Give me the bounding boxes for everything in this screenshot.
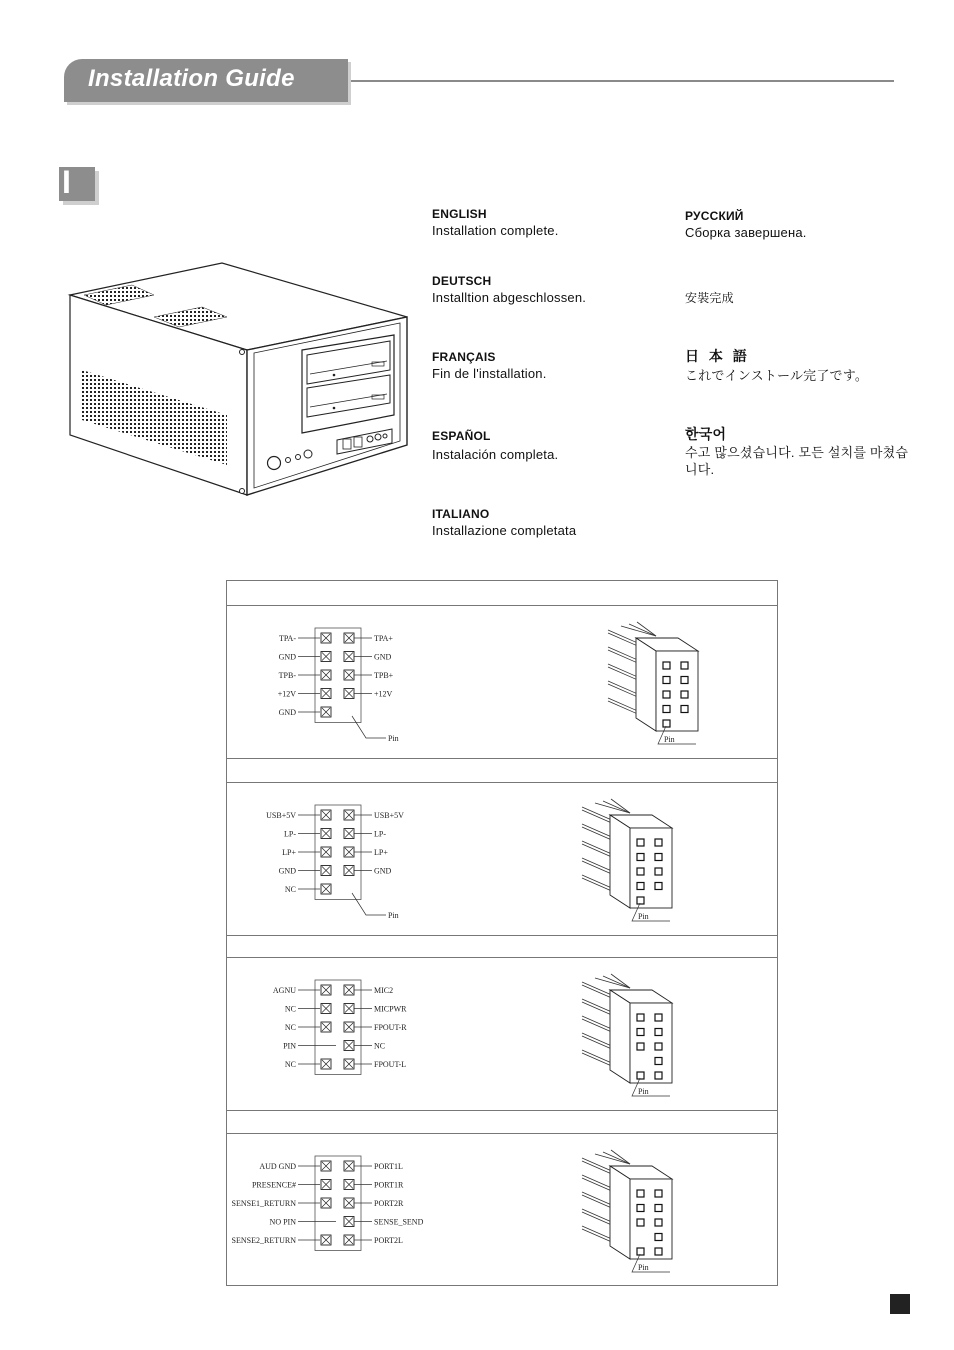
pin-label-left: AGNU bbox=[272, 986, 296, 995]
connector-illustration bbox=[582, 1150, 672, 1272]
pin-label-right: TPB+ bbox=[374, 671, 394, 680]
pin-label-right: MIC2 bbox=[374, 986, 394, 995]
connector-pin-label: Pin bbox=[638, 912, 649, 921]
pin-label-right: PORT1R bbox=[374, 1180, 404, 1190]
computer-case-illustration bbox=[62, 255, 412, 505]
table-divider bbox=[226, 1110, 778, 1111]
pin-label-right: PORT2R bbox=[374, 1199, 404, 1208]
lang-spanish bbox=[432, 428, 558, 463]
pin-label-left: NC bbox=[284, 1004, 296, 1014]
pin-label-left: GND bbox=[278, 708, 296, 717]
pin-label-right: FPOUT-R bbox=[374, 1023, 407, 1032]
pin-label-left: TPA- bbox=[278, 634, 296, 643]
lang-name: ENGLISH bbox=[432, 207, 487, 221]
lang-german bbox=[432, 273, 586, 306]
pin-label-right: USB+5V bbox=[374, 811, 404, 820]
pin-label-right: GND bbox=[374, 866, 392, 876]
pinout-diagram-1394 bbox=[226, 606, 778, 758]
lang-name: 한국어 bbox=[685, 426, 727, 442]
lang-chinese bbox=[685, 290, 734, 307]
lang-name: 日 本 語 bbox=[685, 348, 750, 364]
connector-pin-label: Pin bbox=[638, 1087, 649, 1096]
pin-pointer bbox=[352, 893, 386, 915]
lang-message: Сборка завершена. bbox=[685, 225, 807, 240]
lang-message: Fin de l'installation. bbox=[432, 366, 547, 381]
page-marker-square bbox=[890, 1294, 910, 1314]
pin-label-right: GND bbox=[374, 652, 392, 662]
lang-name: FRANÇAIS bbox=[432, 350, 496, 364]
pin-label-left: NO PIN bbox=[269, 1217, 296, 1227]
lang-message: Installation complete. bbox=[432, 223, 559, 238]
lang-message: 수고 많으셨습니다. 모든 설치를 마쳤습 bbox=[685, 445, 909, 460]
connector-pin-label: Pin bbox=[638, 1263, 649, 1272]
pin-pointer-label: Pin bbox=[388, 911, 399, 920]
lang-message: これでインストール完了です。 bbox=[685, 368, 869, 383]
lang-italian bbox=[432, 506, 576, 539]
lang-message: 安裝完成 bbox=[685, 291, 734, 305]
lang-japanese bbox=[685, 348, 868, 384]
lang-russian bbox=[685, 208, 807, 241]
pin-label-right: LP- bbox=[374, 829, 386, 839]
pin-label-left: USB+5V bbox=[266, 811, 296, 820]
lang-name: ITALIANO bbox=[432, 507, 490, 521]
pin-label-right: LP+ bbox=[374, 848, 388, 857]
pin-label-right: NC bbox=[374, 1041, 386, 1051]
pin-label-left: NC bbox=[284, 885, 296, 894]
lang-name: DEUTSCH bbox=[432, 274, 492, 288]
pin-label-right: MICPWR bbox=[374, 1004, 407, 1014]
pin-label-left: NC bbox=[284, 1060, 296, 1069]
pin-label-right: SENSE_SEND bbox=[374, 1217, 424, 1227]
lang-name: РУССКИЙ bbox=[685, 209, 744, 223]
pin-pointer-label: Pin bbox=[388, 734, 399, 743]
pin-label-right: +12V bbox=[374, 689, 393, 699]
header-rule bbox=[340, 80, 894, 82]
pin-label-left: PRESENCE# bbox=[251, 1180, 296, 1190]
step-number: I bbox=[62, 164, 71, 200]
pin-label-left: AUD GND bbox=[259, 1162, 296, 1171]
connector-illustration bbox=[608, 622, 698, 744]
table-divider bbox=[226, 935, 778, 936]
lang-korean bbox=[685, 426, 908, 478]
pin-label-left: PIN bbox=[283, 1041, 296, 1051]
lang-message: Installazione completata bbox=[432, 523, 577, 538]
table-divider bbox=[226, 758, 778, 759]
step-badge bbox=[59, 164, 95, 201]
pinout-diagram-ac97 bbox=[226, 958, 778, 1110]
pin-label-left: NC bbox=[284, 1023, 296, 1032]
lang-french bbox=[432, 349, 547, 382]
pinout-diagram-hd-audio bbox=[226, 1134, 778, 1286]
page-title: Installation Guide bbox=[88, 65, 295, 92]
pin-label-left: TPB- bbox=[278, 671, 296, 680]
connector-pin-label: Pin bbox=[664, 735, 675, 744]
pin-pointer bbox=[352, 716, 386, 738]
pin-label-left: SENSE1_RETURN bbox=[231, 1199, 296, 1208]
lang-english bbox=[432, 206, 559, 239]
pin-label-left: GND bbox=[278, 652, 296, 662]
pin-label-left: LP+ bbox=[282, 848, 296, 857]
pin-label-left: GND bbox=[278, 866, 296, 876]
lang-message-cont: 니다. bbox=[685, 462, 715, 477]
pin-label-right: PORT1L bbox=[374, 1162, 403, 1171]
pin-label-left: +12V bbox=[277, 689, 296, 699]
pin-label-left: LP- bbox=[284, 829, 296, 839]
header-tab bbox=[64, 59, 348, 102]
pin-label-right: TPA+ bbox=[374, 634, 393, 643]
pinout-diagram-usb bbox=[226, 783, 778, 935]
connector-illustration bbox=[582, 974, 672, 1096]
lang-name: ESPAÑOL bbox=[432, 429, 491, 443]
connector-illustration bbox=[582, 799, 672, 921]
lang-message: Instalación completa. bbox=[432, 447, 559, 462]
pin-label-right: FPOUT-L bbox=[374, 1060, 407, 1069]
pin-label-right: PORT2L bbox=[374, 1236, 403, 1245]
pin-label-left: SENSE2_RETURN bbox=[231, 1236, 296, 1245]
lang-message: Installtion abgeschlossen. bbox=[432, 290, 587, 305]
